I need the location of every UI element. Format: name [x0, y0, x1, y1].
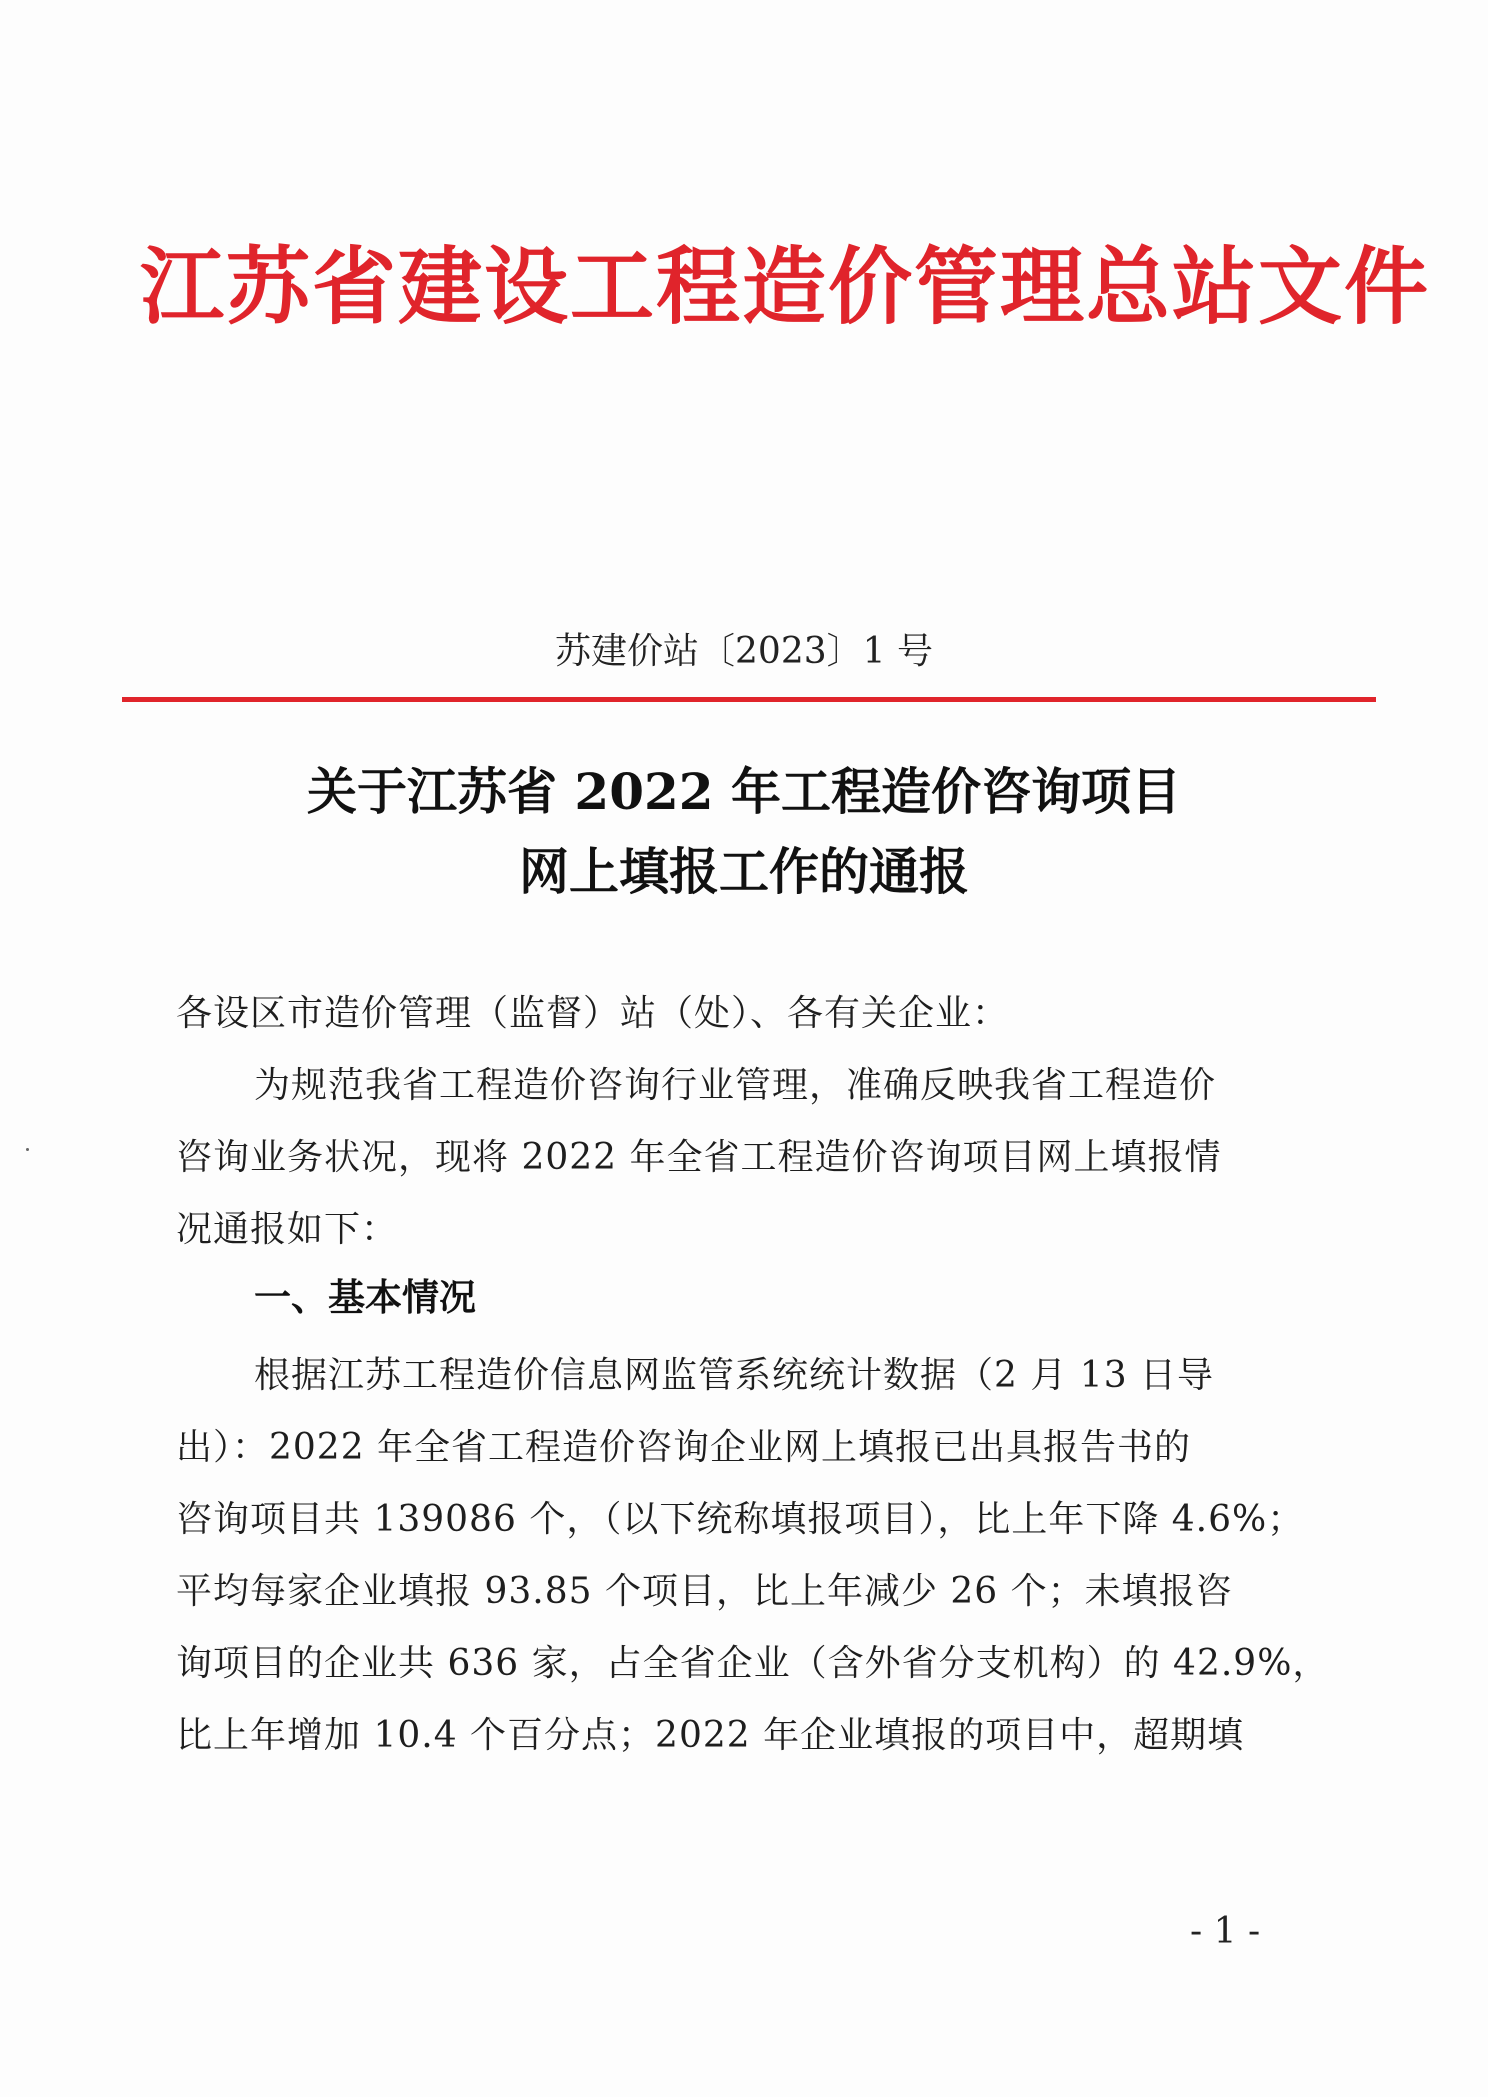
intro-paragraph-line: 咨询业务状况，现将 2022 年全省工程造价咨询项目网上填报情 — [176, 1137, 1222, 1178]
intro-paragraph — [176, 1050, 1296, 1266]
notice-title — [0, 752, 1488, 912]
statistics-paragraph-line: 出）：2022 年全省工程造价咨询企业网上填报已出具报告书的 — [176, 1427, 1192, 1468]
statistics-paragraph-line: 咨询项目共 139086 个，（以下统称填报项目），比上年下降 4.6%； — [176, 1499, 1305, 1540]
intro-paragraph-line: 况通报如下： — [176, 1209, 399, 1250]
statistics-paragraph — [176, 1340, 1330, 1772]
masthead-title: 江苏省建设工程造价管理总站文件 — [140, 237, 1431, 336]
intro-paragraph-line: 为规范我省工程造价咨询行业管理，准确反映我省工程造价 — [254, 1065, 1217, 1106]
section-heading-basic-situation: 一、基本情况 — [254, 1276, 476, 1319]
page-number: - 1 - — [1190, 1911, 1261, 1952]
statistics-paragraph-line: 平均每家企业填报 93.85 个项目，比上年减少 26 个；未填报咨 — [176, 1571, 1233, 1612]
notice-title-line-1: 关于江苏省 2022 年工程造价咨询项目 — [307, 762, 1181, 821]
red-divider-rule — [122, 697, 1376, 702]
document-number: 苏建价站〔2023〕1 号 — [555, 631, 933, 672]
statistics-paragraph-line: 比上年增加 10.4 个百分点；2022 年企业填报的项目中，超期填 — [176, 1715, 1245, 1756]
scan-speck — [26, 1148, 29, 1151]
notice-title-line-2: 网上填报工作的通报 — [519, 842, 969, 901]
addressee-line: 各设区市造价管理（监督）站（处）、各有关企业： — [176, 993, 1010, 1034]
statistics-paragraph-line: 根据江苏工程造价信息网监管系统统计数据（2 月 13 日导 — [254, 1355, 1215, 1396]
statistics-paragraph-line: 询项目的企业共 636 家，占全省企业（含外省分支机构）的 42.9%， — [176, 1643, 1330, 1684]
